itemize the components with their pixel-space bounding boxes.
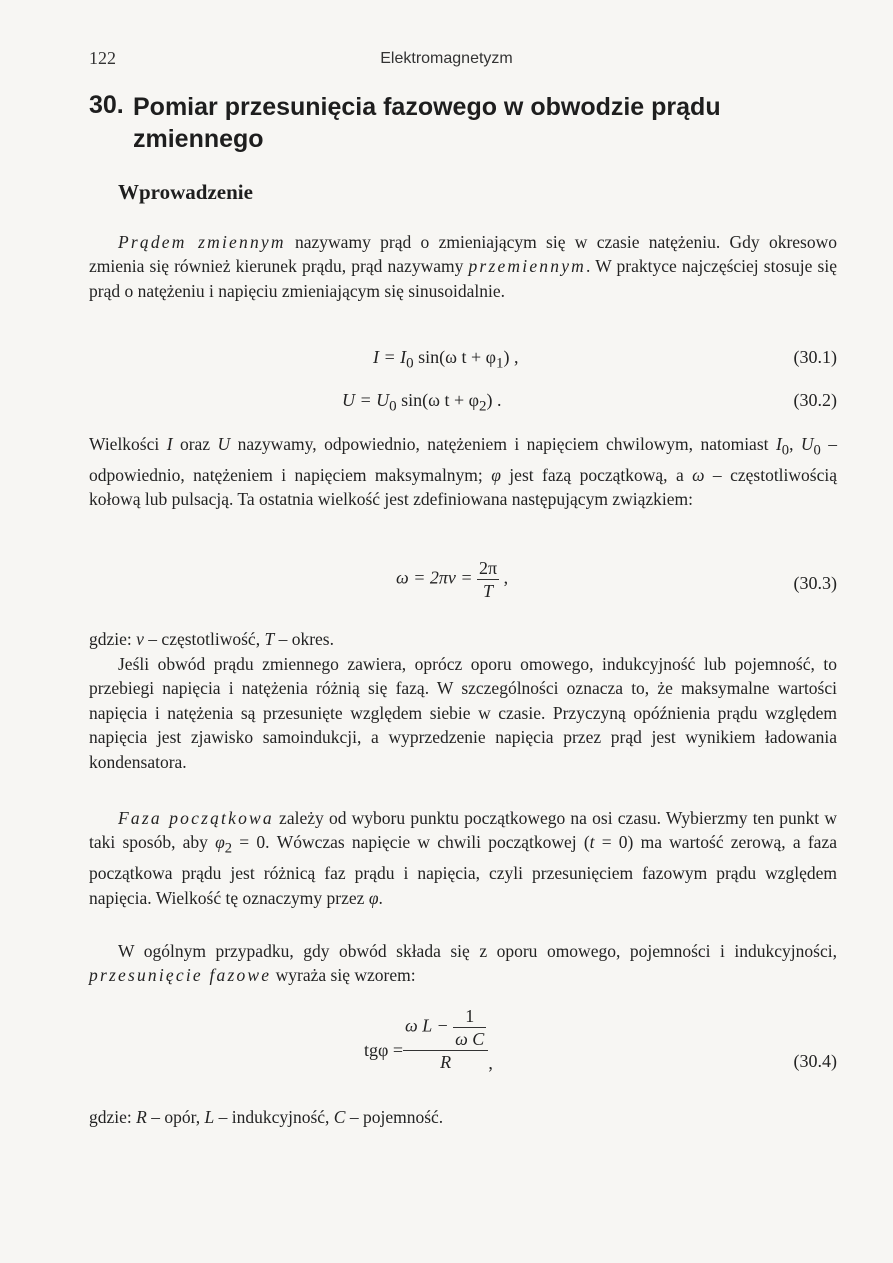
paragraph-initial-phase: Faza początkowa zależy od wyboru punktu początkowego na osi czasu. Wybierzmy ten punkt w taki sposób, aby $\varphi_2 = 0$. Wówczas napięcie w chwili początkowej (t = 0) ma wartość zerową, a faza początkowa prądu jest różnicą faz prądu i napięcia, czyli przesunięciem fazowym prądu względem napięcia. Wielkość tę oznaczymy przez φ. [89,808,837,908]
equation-number: (30.4) [793,1051,837,1071]
equation-formula: ω = 2πν = $\frac{2\pi}{T}$ , [396,558,509,601]
paragraph-where: gdzie: ν – częstotliwość, T – okres. [89,629,334,649]
term-alternating-current: Prądem zmiennym [118,232,286,252]
chapter-title: Pomiar przesunięcia fazowego w obwodzie prądu zmiennego [133,93,721,153]
chapter-number: 30. [89,91,124,119]
equation-number: (30.1) [793,347,837,367]
term-phase-shift: przesunięcie fazowe [89,965,272,986]
section-heading: Wprowadzenie [118,180,253,204]
equation-30-3 [89,553,837,613]
equation-30-2 [89,390,837,420]
paragraph-definitions: Wielkości I oraz U nazywamy, odpowiednio, natężeniem i napięciem chwilowym, natomiast $I_0$, $U_0$ – odpowiednio, natężeniem i napięciem maksymalnym; φ jest fazą początkową, a ω – częstotliwością kołową lub pulsacją. Ta ostatnia wielkość jest zdefiniowana następującym związkiem: [89,434,837,510]
equation-30-4 [89,1005,837,1095]
paragraph-intro: Prądem zmiennym nazywamy prąd o zmieniającym się w czasie natężeniu. Gdy okresowo zmienia się również kierunek prądu, prąd nazywamy przemiennym. W praktyce najczęściej stosuje się prąd o natężeniu i napięciu zmieniającym się sinusoidalnie. [89,232,837,301]
equation-formula: $I = I_0$ sin(ω $t + \varphi_1$) , [373,347,519,372]
term-alternating-direction-current: przemiennym [468,256,586,277]
equation-30-1 [89,347,837,377]
equation-formula: tgφ = ω L − $\frac{1}{\text{ω C}}$ R , [364,1006,493,1073]
page-number: 122 [89,48,116,68]
equation-formula: $U = U_0$ sin(ω $t + \varphi_2$) . [342,390,502,415]
equation-number: (30.3) [793,573,837,593]
paragraph-phase-shift: Jeśli obwód prądu zmiennego zawiera, oprócz oporu omowego, indukcyjność lub pojemność, to przebiegi napięcia i natężenia różnią się fazą. W szczególności oznacza to, że maksymalne wartości napięcia i natężenia są przesunięte względem siebie w czasie. Przyczyną opóźnienia prądu względem napięcia jest zjawisko samoindukcji, a wyprzedzenie napięcia przez prąd jest wynikiem ładowania kondensatora. [89,654,837,772]
paragraph-general-case: W ogólnym przypadku, gdy obwód składa się z oporu omowego, pojemności i indukcyjności, przesunięcie fazowe wyraża się wzorem: [89,941,837,986]
paragraph-variables: gdzie: R – opór, L – indukcyjność, C – pojemność. [89,1107,444,1127]
equation-number: (30.2) [793,390,837,410]
running-header: Elektromagnetyzm [380,50,513,67]
term-initial-phase: Faza początkowa [118,808,274,828]
